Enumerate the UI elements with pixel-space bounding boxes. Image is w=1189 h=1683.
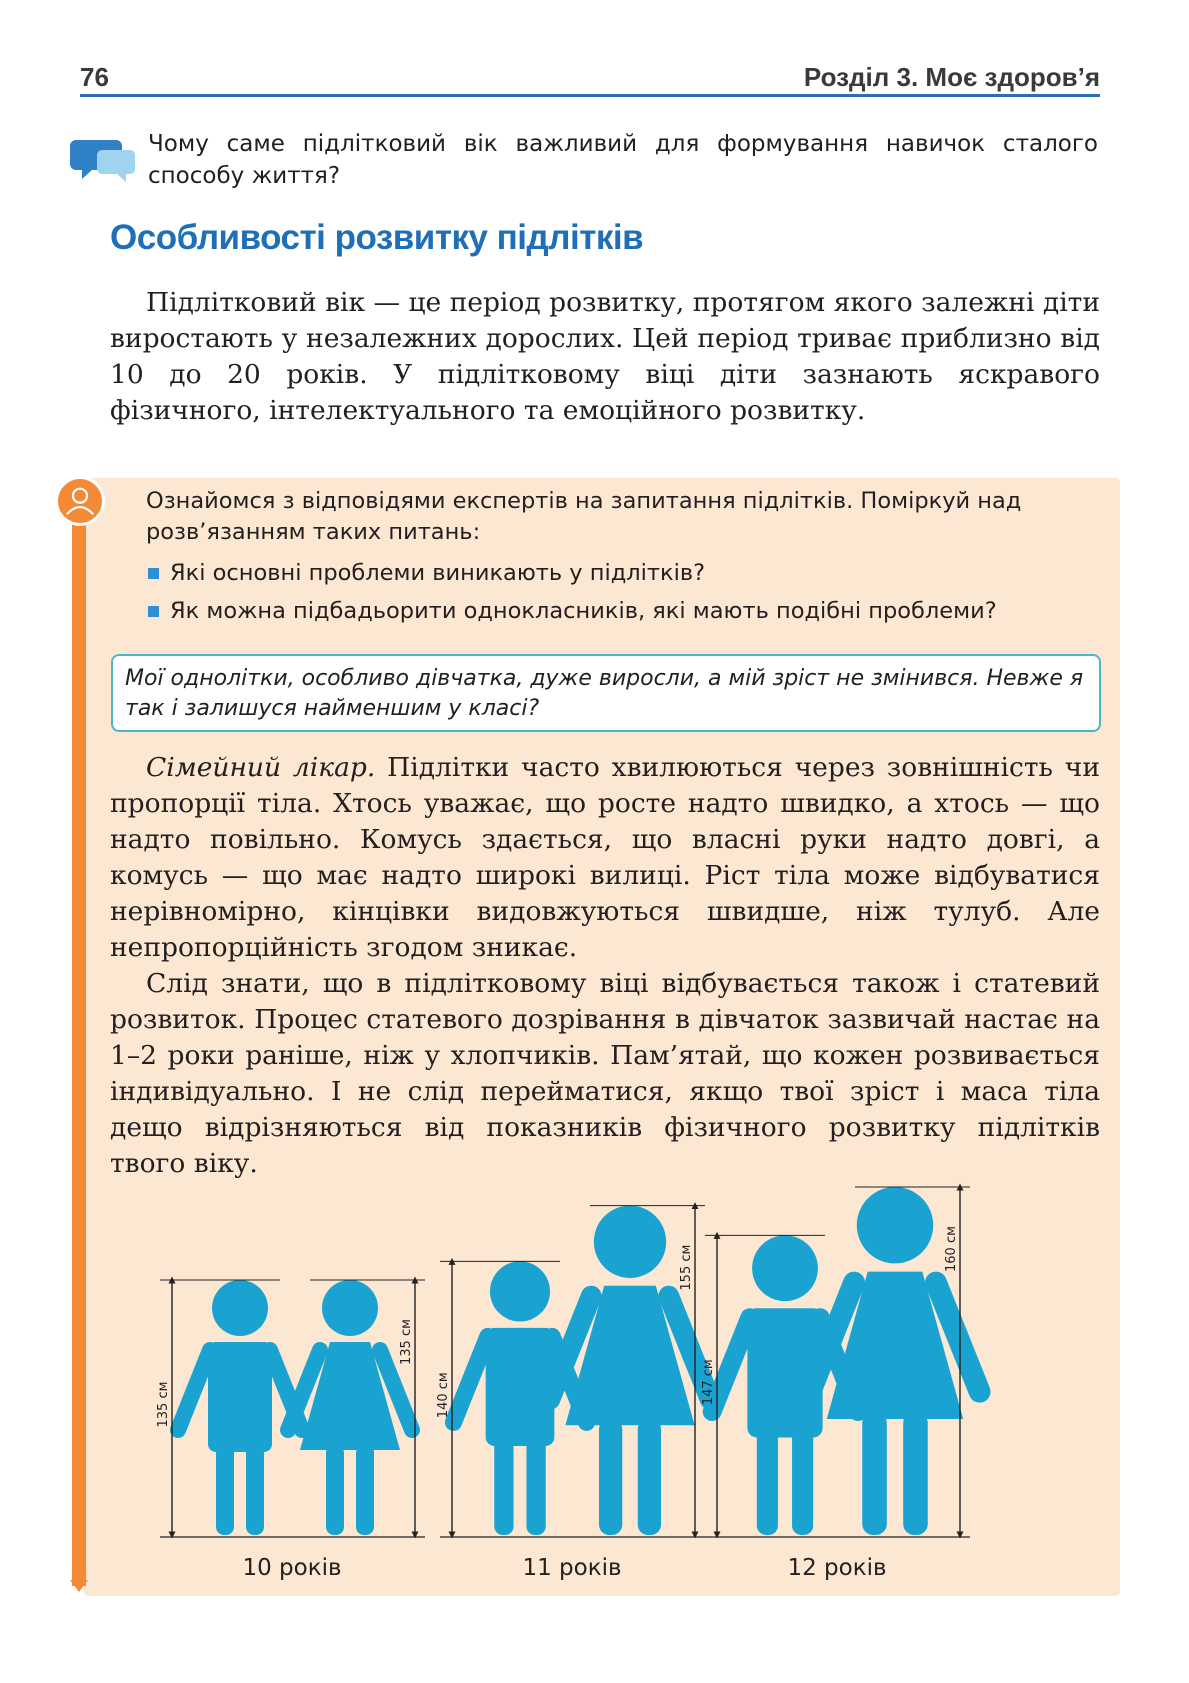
girl-height-label: 155 см	[679, 1244, 694, 1291]
boy-silhouette	[712, 1235, 858, 1535]
page-number: 76	[80, 62, 109, 92]
age-group	[156, 1280, 425, 1581]
boy-height-label: 135 см	[156, 1381, 171, 1428]
girl-height-label: 160 см	[944, 1226, 959, 1272]
answer-paragraph-2: Слід знати, що в підлітковому віці відбувається також і статевий розвиток. Процес статевого дозрівання в дівчаток зазвичай настає на 1–2 роки раніше, ніж у хлопчиків. Пам’ятай, що кожен розвивається індивідуально. І не слід перейматися, якщо твої зріст і маса тіла дещо відрізняються від показників фізичного розвитку підлітків твого віку.	[110, 968, 1100, 1179]
discussion-question: Чому саме підлітковий вік важливий для формування навичок сталого способу життя?	[148, 131, 1098, 189]
answer-paragraph	[110, 750, 1100, 966]
teen-question-box: Мої однолітки, особливо дівчатка, дуже виросли, а мій зріст не змінився. Невже я так і залишуся найменшим у класі?	[111, 654, 1101, 732]
section-title: Розділ 3. Моє здоров’я	[803, 62, 1100, 92]
age-group	[436, 1206, 710, 1581]
boy-height-label: 140 см	[436, 1372, 451, 1419]
boy-height-label: 147 см	[701, 1359, 716, 1406]
age-group	[701, 1187, 980, 1581]
age-label: 12 років	[787, 1555, 887, 1581]
page-header	[80, 58, 1100, 97]
task-questions	[146, 554, 1096, 630]
girl-silhouette	[288, 1280, 412, 1535]
boy-silhouette	[178, 1280, 302, 1535]
panel-side-bar	[72, 522, 86, 1586]
height-figure	[156, 1180, 1060, 1590]
list-item: Які основні проблеми виникають у підлітків?	[146, 554, 1096, 592]
task-instruction: Ознайомся з відповідями експертів на запитання підлітків. Поміркуй над розв’язанням таких питань:	[146, 488, 1022, 545]
side-arrow-icon	[70, 1580, 88, 1592]
boy-silhouette	[453, 1261, 586, 1535]
age-label: 10 років	[242, 1555, 342, 1581]
intro-paragraph: Підлітковий вік — це період розвитку, протягом якого залежні діти виростають у незалежних дорослих. Цей період триває приблизно від 10 до 20 років. У підлітковому віці діти зазнають яскравого фізичного, інтелектуального та емоційного розвитку.	[110, 287, 1100, 426]
expert-answer	[110, 750, 1100, 1182]
girl-height-label: 135 см	[399, 1319, 414, 1365]
expert-icon	[55, 476, 105, 526]
list-item: Як можна підбадьорити однокласників, які мають подібні проблеми?	[146, 592, 1096, 630]
expert-name: Сімейний лікар.	[146, 752, 376, 783]
speech-bubbles-icon	[72, 134, 136, 186]
section-heading: Особливості розвитку підлітків	[110, 218, 644, 257]
age-label: 11 років	[522, 1555, 622, 1581]
answer-text: Підлітки часто хвилюються через зовнішність чи пропорції тіла. Хтось уважає, що росте надто швидко, а хтось — що надто повільно. Комусь здається, що власні руки надто довгі, а комусь — що має надто широкі вилиці. Ріст тіла може відбуватися нерівномірно, кінцівки видовжуються швидше, ніж тулуб. Але непропорційність згодом зникає.	[110, 752, 1100, 963]
